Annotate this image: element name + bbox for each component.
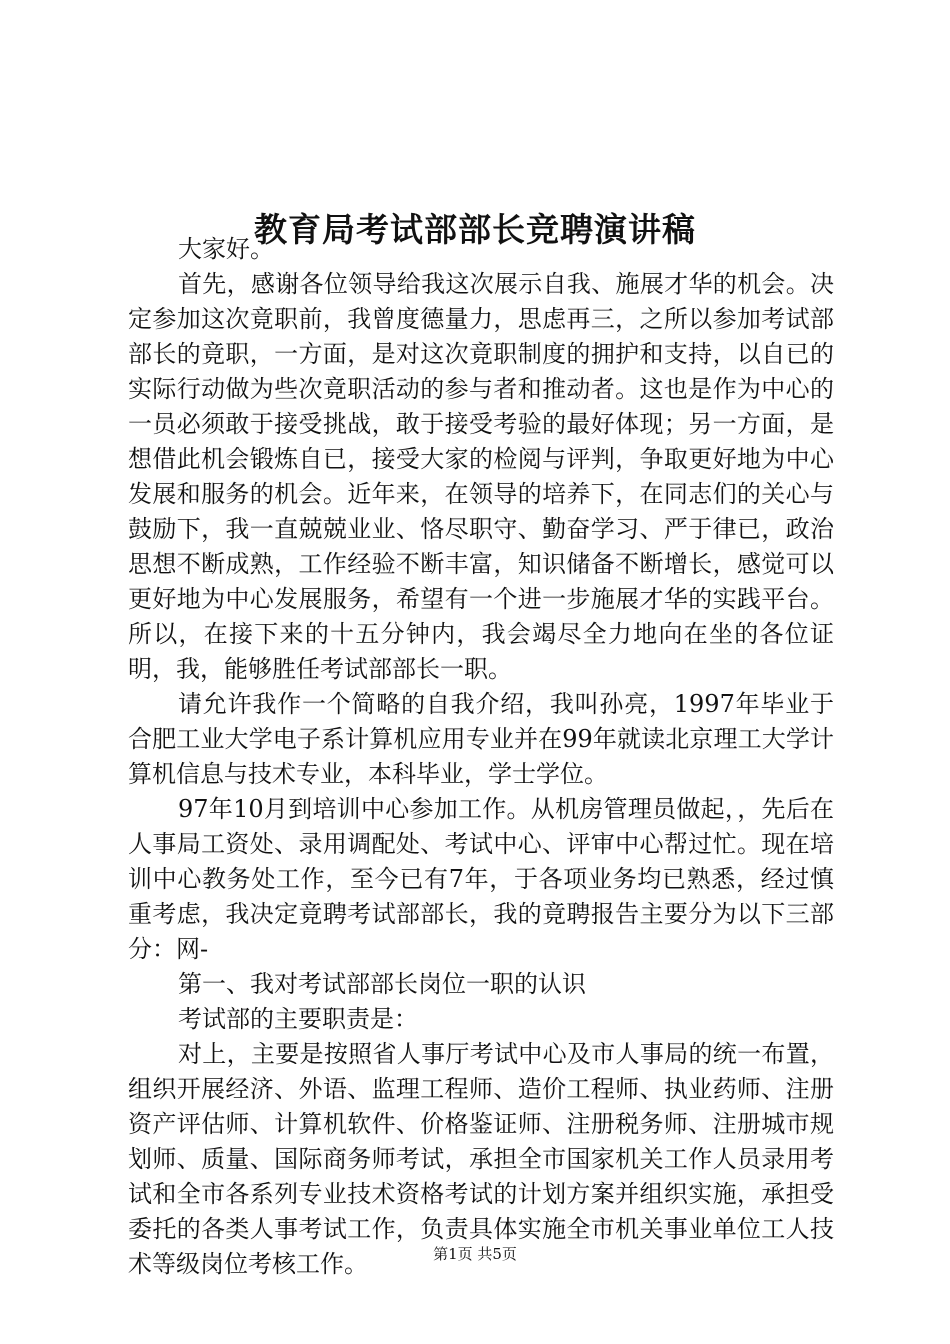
- paragraph-duties-heading: 考试部的主要职责是：: [178, 1005, 418, 1033]
- paragraph-self-introduction: 请允许我作一个简略的自我介绍，我叫孙亮，1997年毕业于合肥工业大学电子系计算机应用专业并在99年就读北京理工大学计算机信息与技术专业，本科毕业，学士学位。: [128, 690, 834, 788]
- document-body: [128, 232, 834, 1282]
- paragraph-intro: 首先，感谢各位领导给我这次展示自我、施展才华的机会。决定参加这次竟职前，我曾度德量力，思虑再三，之所以参加考试部部长的竟职，一方面，是对这次竟职制度的拥护和支持，以自已的实际行动做为些次竟职活动的参与者和推动者。这也是作为中心的一员必须敢于接受挑战，敢于接受考验的最好体现；另一方面，是想借此机会锻炼自已，接受大家的检阅与评判，争取更好地为中心发展和服务的机会。近年来，在领导的培养下，在同志们的关心与鼓励下，我一直兢兢业业、恪尽职守、勤奋学习、严于律已，政治思想不断成熟，工作经验不断丰富，知识储备不断增长，感觉可以更好地为中心发展服务，希望有一个进一步施展才华的实践平台。所以，在接下来的十五分钟内，我会竭尽全力地向在坐的各位证明，我，能够胜任考试部部长一职。: [128, 270, 834, 683]
- document-title: 教育局考试部部长竞聘演讲稿: [254, 210, 696, 250]
- paragraph-greeting: 大家好。: [178, 235, 274, 263]
- page-footer: 第1页 共5页: [433, 1245, 517, 1263]
- section-heading-1: 第一、我对考试部部长岗位一职的认识: [178, 970, 586, 998]
- paragraph-work-history: 97年10月到培训中心参加工作。从机房管理员做起，，先后在人事局工资处、录用调配处、考试中心、评审中心帮过忙。现在培训中心教务处工作，至今已有7年，于各项业务均已熟悉，经过慎重考虑，我决定竟聘考试部部长，我的竟聘报告主要分为以下三部分：网-: [128, 795, 834, 963]
- paragraph-duties-upper: 对上，主要是按照省人事厅考试中心及市人事局的统一布置，组织开展经济、外语、监理工程师、造价工程师、执业药师、注册资产评估师、计算机软件、价格鉴证师、注册税务师、注册城市规划师、质量、国际商务师考试，承担全市国家机关工作人员录用考试和全市各系列专业技术资格考试的计划方案并组织实施，承担受委托的各类人事考试工作，负责具体实施全市机关事业单位工人技术等级岗位考核工作。: [128, 1040, 834, 1278]
